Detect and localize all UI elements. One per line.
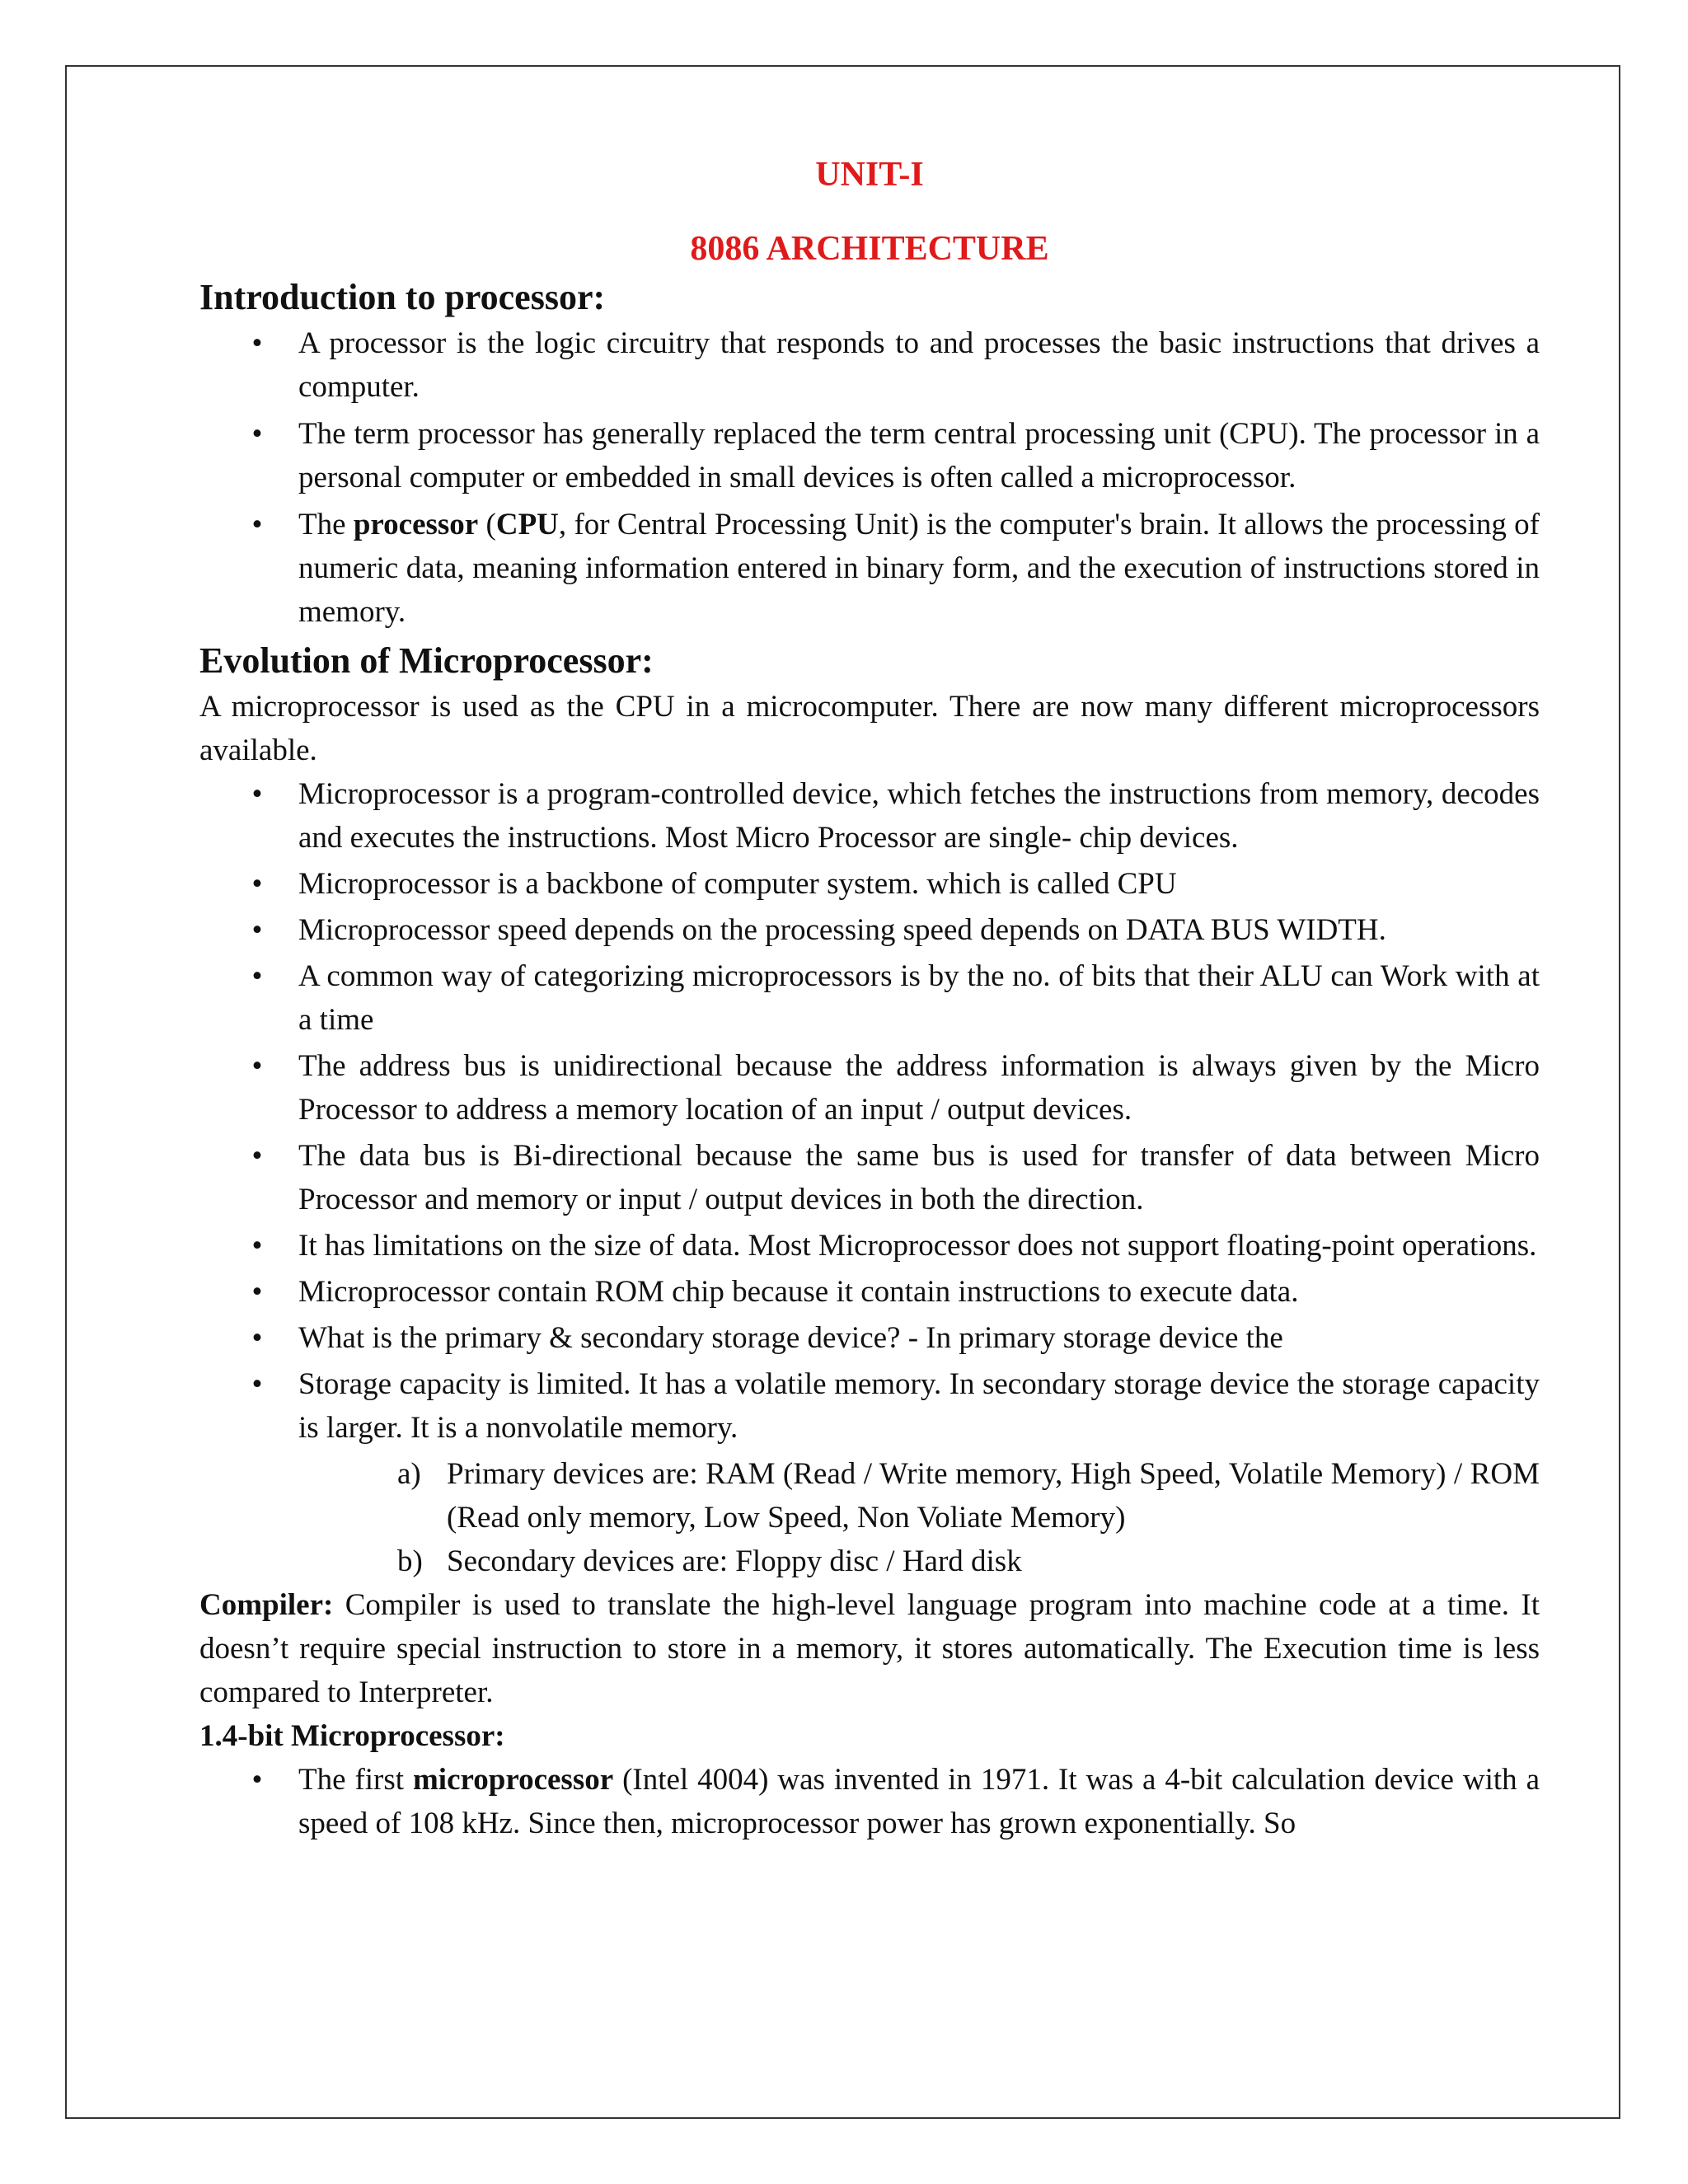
bullet-icon: • — [251, 1275, 263, 1309]
list-item — [199, 412, 1540, 499]
sub-list-marker: b) — [397, 1544, 423, 1578]
text-part: The first — [298, 1763, 413, 1797]
list-item-text: Microprocessor is a backbone of computer system. which is called CPU — [298, 867, 1177, 901]
bullet-icon: • — [251, 959, 263, 993]
evolution-heading: Evolution of Microprocessor: — [199, 640, 654, 681]
sub-list-marker: a) — [397, 1457, 421, 1491]
bullet-icon: • — [251, 913, 263, 947]
list-item — [199, 1362, 1540, 1450]
text-part: ( — [478, 508, 496, 541]
sub-list-text: Secondary devices are: Floppy disc / Hard disk — [447, 1544, 1022, 1578]
list-item — [199, 1758, 1540, 1845]
list-item — [199, 1270, 1540, 1314]
list-item-text: It has limitations on the size of data. Most Microprocessor does not support floating-point operations. — [298, 1229, 1537, 1263]
compiler-text: Compiler is used to translate the high-level language program into machine code at a time. It doesn’t require special instruction to store in a memory, it stores automatically. The Execution time is less compared to Interpreter. — [199, 1588, 1540, 1709]
sub-list-item — [199, 1540, 1540, 1583]
list-item-text: The address bus is unidirectional because the address information is always given by the Micro Processor to address a memory location of an input / output devices. — [298, 1049, 1540, 1127]
list-item — [199, 1316, 1540, 1360]
bullet-icon: • — [251, 867, 263, 901]
bullet-icon: • — [251, 777, 263, 811]
list-item — [199, 1044, 1540, 1132]
sub-list-item — [199, 1452, 1540, 1540]
four-bit-heading: 1.4-bit Microprocessor: — [199, 1719, 505, 1753]
list-item — [199, 772, 1540, 860]
unit-title: UNIT-I — [815, 156, 924, 194]
bold-term-microprocessor: microprocessor — [412, 1763, 614, 1797]
bullet-icon: • — [251, 1049, 263, 1083]
intro-heading: Introduction to processor: — [199, 277, 606, 317]
list-item — [199, 908, 1540, 952]
list-item-text: A processor is the logic circuitry that responds to and processes the basic instructions that drives a computer. — [298, 326, 1540, 404]
list-item-text: Storage capacity is limited. It has a volatile memory. In secondary storage device the storage capacity is larger. It is a nonvolatile memory. — [298, 1367, 1540, 1445]
list-item — [199, 1224, 1540, 1268]
text-part: The — [298, 508, 354, 541]
evolution-paragraph: A microprocessor is used as the CPU in a microcomputer. There are now many different microprocessors available. — [199, 690, 1540, 767]
list-item-text: Microprocessor speed depends on the processing speed depends on DATA BUS WIDTH. — [298, 913, 1386, 947]
bullet-icon: • — [251, 1321, 263, 1355]
bullet-icon: • — [251, 1763, 263, 1797]
list-item — [199, 954, 1540, 1042]
bullet-icon: • — [251, 1229, 263, 1263]
four-bit-bullet-list — [199, 1758, 1540, 1845]
bullet-icon: • — [251, 326, 263, 360]
storage-sub-list — [199, 1452, 1540, 1583]
list-item-text: Microprocessor contain ROM chip because it contain instructions to execute data. — [298, 1275, 1299, 1309]
list-item — [199, 321, 1540, 409]
list-item-text: The term processor has generally replaced the term central processing unit (CPU). The processor in a personal computer or embedded in small devices is often called a microprocessor. — [298, 417, 1540, 494]
bullet-icon: • — [251, 417, 263, 451]
bullet-icon: • — [251, 1367, 263, 1401]
document-body — [199, 132, 1540, 1845]
chapter-title: 8086 ARCHITECTURE — [690, 230, 1049, 268]
bullet-icon: • — [251, 1139, 263, 1173]
list-item-text: Microprocessor is a program-controlled device, which fetches the instructions from memory, decodes and executes the instructions. Most Micro Processor are single- chip devices. — [298, 777, 1540, 855]
list-item — [199, 862, 1540, 906]
bullet-icon: • — [251, 508, 263, 541]
compiler-paragraph — [199, 1583, 1540, 1714]
list-item-text: A common way of categorizing microprocessors is by the no. of bits that their ALU can Work with at a time — [298, 959, 1540, 1037]
list-item-text: The data bus is Bi-directional because the same bus is used for transfer of data between Micro Processor and memory or input / output devices in both the direction. — [298, 1139, 1540, 1216]
intro-bullet-list — [199, 321, 1540, 634]
sub-list-text: Primary devices are: RAM (Read / Write memory, High Speed, Volatile Memory) / ROM (Read only memory, Low Speed, Non Voliate Memory) — [447, 1457, 1540, 1535]
list-item-text: What is the primary & secondary storage device? - In primary storage device the — [298, 1321, 1283, 1355]
bold-term-cpu: CPU — [495, 508, 559, 541]
text-part: (Intel 4004) was invented in 1971. It was a 4-bit calculation device with a speed of 108 kHz. Since then, microprocessor power has grown exponentially. So — [298, 1763, 1540, 1840]
compiler-label: Compiler: — [199, 1588, 334, 1622]
text-part: , for Central Processing Unit) is the computer's brain. It allows the processing of numeric data, meaning information entered in binary form, and the execution of instructions stored in memory. — [298, 508, 1540, 629]
list-item — [199, 503, 1540, 634]
list-item — [199, 1134, 1540, 1221]
evolution-bullet-list — [199, 772, 1540, 1450]
bold-term-processor: processor — [353, 508, 479, 541]
